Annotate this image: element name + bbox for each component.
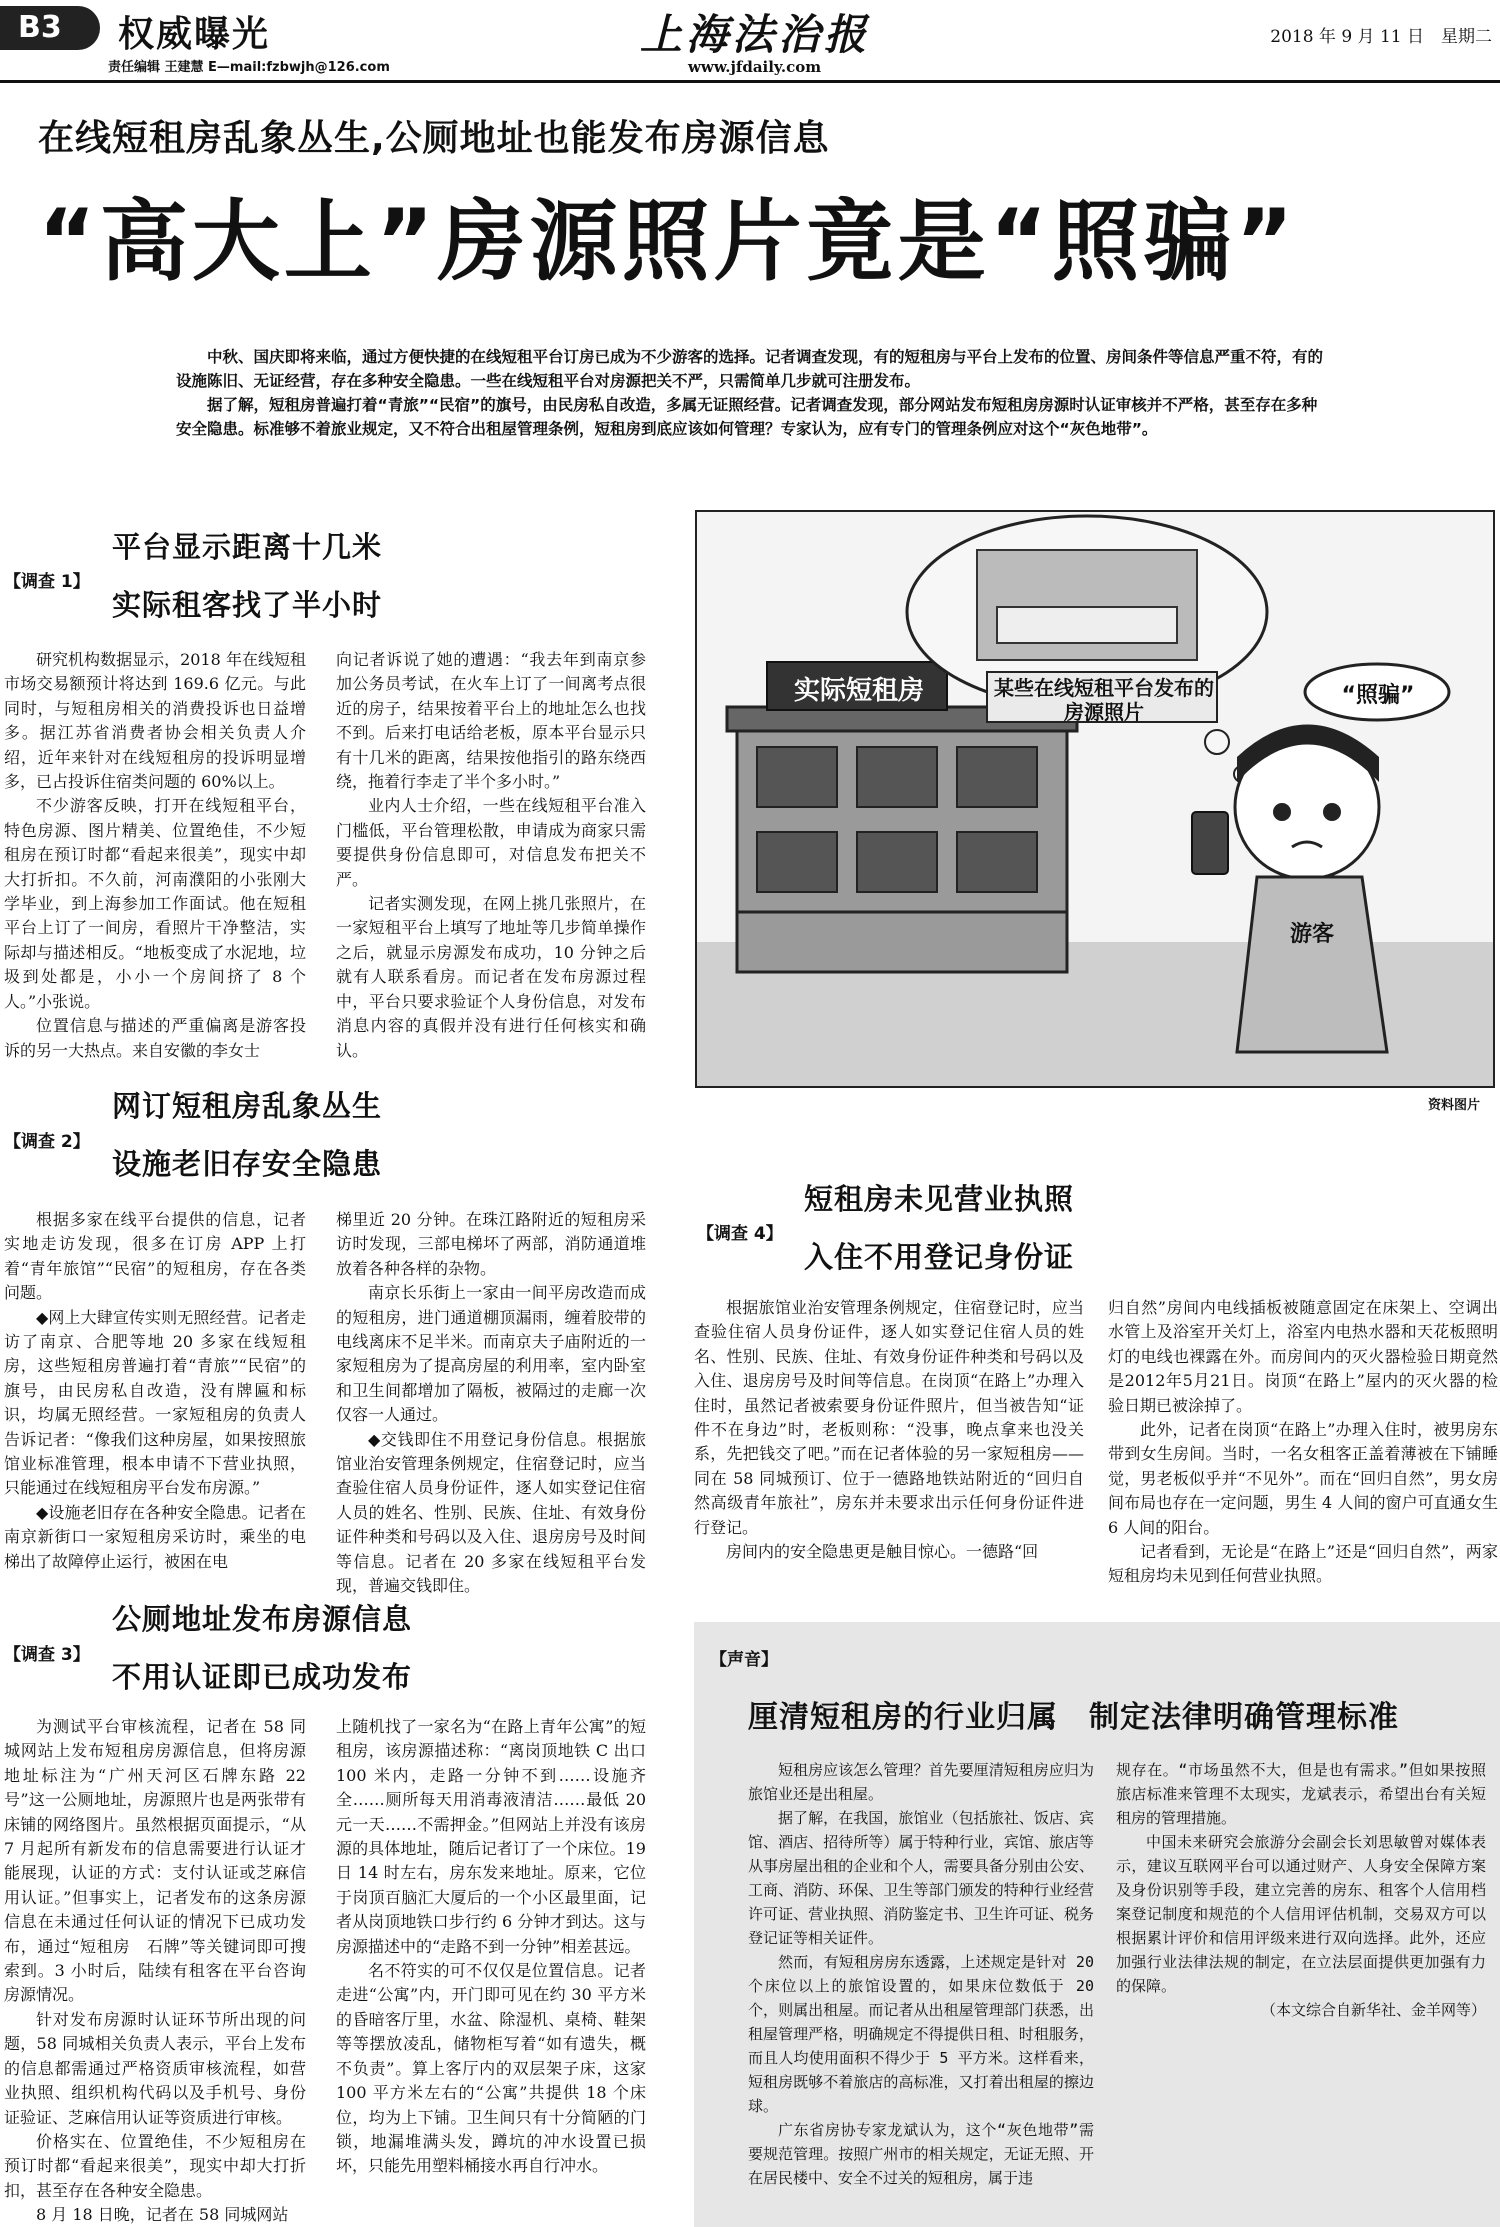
section-2-head-line-1: 网订短租房乱象丛生 [112,1089,383,1123]
site-url: www.jfdaily.com [688,58,822,76]
section-3-column-b [336,1715,646,2227]
paragraph: 记者实测发现，在网上挑几张照片，在一家短租平台上填写了地址等几步简单操作之后，就显示房源发布成功，10 分钟之后就有人联系看房。而记者在发布房源过程中，平台只要求验证个人身份信息，对发布消息内容的真假并没有进行任何核实和确认。 [336,894,646,1060]
paragraph: 梯里近 20 分钟。在珠江路附近的短租房采访时发现，三部电梯坏了两部，消防通道堆放着各种各样的杂物。 [336,1210,646,1278]
article-headline: “高大上”房源照片竟是“照骗” [38,190,1298,293]
paragraph: 上随机找了一家名为“在路上青年公寓”的短租房，该房源描述称：“离岗顶地铁 C 出口 100 米内，走路一分钟不到……设施齐全……厕所每天用消毒液清洁……最低 20 元一天……不需押金。”但网站上并没有该房源的具体地址，随后记者订了一个床位。19 日 14 时左右，房东发来地址。原来，它位于岗顶百脑汇大厦后的一个小区最里面，记者从岗顶地铁口步行约 6 分钟才到达。这与房源描述中的“走路不到一分钟”相差甚远。 [336,1717,646,1956]
paragraph: 8 月 18 日晚，记者在 58 同城网站 [36,2205,289,2225]
paragraph: 为测试平台审核流程，记者在 58 同城网站上发布短租房房源信息，但将房源地址标注为“广州天河区石牌东路 22 号”这一公厕地址，房源照片也是两张带有床铺的网络图片。虽然根据页面提示，“从 7 月起所有新发布的信息需要进行认证才能展现，认证的方式：支付认证或芝麻信用认证。”但事实上，记者发布的这条房源信息在未通过任何认证的情况下已成功发布，通过“短租房 石牌”等关键词即可搜索到。3 小时后，陆续有租客在平台咨询房源情况。 [4,1717,306,2005]
section-2-column-b [336,1208,646,1598]
section-1-tag: 【调查 1】 [4,572,90,592]
article-lead [176,345,1326,441]
bubble-caption: 某些在线短租平台发布的房源照片 [994,676,1214,724]
paragraph: 记者看到，无论是“在路上”还是“回归自然”，两家短租房均未见到任何营业执照。 [1108,1542,1498,1586]
paragraph: 根据旅馆业治安管理条例规定，住宿登记时，应当查验住宿人员身份证件，逐人如实登记住宿人员的姓名、性别、民族、住址、有效身份证件种类和号码以及入住、退房房号及时间等信息。在岗顶“在路上”办理入住时，虽然记者被索要身份证件照片，但当被告知“证件不在身边”时，老板则称：“没事，晚点拿来也没关系，先把钱交了吧。”而在记者体验的另一家短租房——同在 58 同城预订、位于一德路地铁站附近的“回归自然高级青年旅社”，房东并未要求出示任何身份证件进行登记。 [694,1298,1084,1537]
newspaper-logo: 上海法治报 [640,10,871,59]
section-title: 权威曝光 [118,14,271,55]
section-3-tag: 【调查 3】 [4,1645,90,1665]
section-4-head-line-1: 短租房未见营业执照 [804,1182,1075,1216]
section-4-column-b [1108,1296,1498,1610]
paragraph: 然而，有短租房房东透露，上述规定是针对 20 个床位以上的旅馆设置的，如果床位数低于 20 个，则属出租屋。而记者从出租屋管理部门获悉，出租屋管理严格，明确规定不得提供日租、时租服务，而且人均使用面积不得少于 5 平方米。这样看来，短租房既够不着旅店的高标准，又打着出租屋的擦边球。 [748,1953,1094,2115]
section-1-column-a [4,648,306,1064]
paragraph: 据了解，在我国，旅馆业（包括旅社、饭店、宾馆、酒店、招待所等）属于特种行业，宾馆、旅店等从事房屋出租的企业和个人，需要具备分别由公安、工商、消防、环保、卫生等部门颁发的特种行业经营许可证、营业执照、消防鉴定书、卫生许可证、税务登记证等相关证件。 [748,1809,1094,1947]
paragraph: 广东省房协专家龙斌认为，这个“灰色地带”需要规范管理。按照广州市的相关规定，无证无照、开在居民楼中、安全不过关的短租房，属于违 [748,2121,1094,2187]
source-note: （本文综合自新华社、金羊网等） [1260,2001,1486,2019]
paragraph: ◆网上大肆宣传实则无照经营。记者走访了南京、合肥等地 20 多家在线短租房，这些短租房普遍打着“青旅”“民宿”的旗号，由民房私自改造，没有牌匾和标识，均属无照经营。一家短租房的负责人告诉记者：“像我们这种房屋，如果按照旅馆业标准管理，根本申请不下营业执照，只能通过在线短租房平台发布房源。” [4,1307,306,1498]
commentary-column-a [748,1758,1094,2220]
cartoon-illustration [695,510,1495,1088]
speech-bubble-text: “照骗” [1341,683,1415,708]
commentary-headline: 厘清短租房的行业归属 制定法律明确管理标准 [748,1700,1399,1735]
section-2-head-line-2: 设施老旧存安全隐患 [112,1147,383,1181]
phone-icon [1192,812,1228,874]
commentary-tag: 【声音】 [710,1650,778,1670]
section-2-column-a [4,1208,306,1598]
section-3-column-a [4,1715,306,2227]
section-4-column-a [694,1296,1084,1610]
editor-credit: 责任编辑 王建慧 E—mail:fzbwjh@126.com [108,60,390,75]
commentary-column-b [1116,1758,1486,2220]
paragraph: 向记者诉说了她的遭遇：“我去年到南京参加公务员考试，在火车上订了一间离考点很近的房子，结果按着平台上的地址怎么也找不到。后来打电话给老板，原本平台显示只有十几米的距离，结果按他指引的路东绕西绕，拖着行李走了半个多小时。” [336,650,646,792]
paragraph: ◆交钱即住不用登记身份信息。根据旅馆业治安管理条例规定，住宿登记时，应当查验住宿人员身份证件，逐人如实登记住宿人员的姓名、性别、民族、住址、有效身份证件种类和号码以及入住、退房房号及时间等信息。记者在 20 多家在线短租平台发现，普遍交钱即住。 [336,1429,646,1596]
section-4-head-line-2: 入住不用登记身份证 [804,1240,1075,1274]
image-credit: 资料图片 [1428,1098,1481,1113]
masthead-rule [0,80,1500,83]
paragraph: ◆设施老旧存在各种安全隐患。记者在南京新街口一家短租房采访时，乘坐的电梯出了故障停止运行，被困在电 [4,1502,306,1571]
lead-paragraph: 据了解，短租房普遍打着“青旅”“民宿”的旗号，由民房私自改造，多属无证照经营。记者调查发现，部分网站发布短租房房源时认证审核并不严格，甚至存在多种安全隐患。标准够不着旅业规定，又不符合出租屋管理条例，短租房到底应该如何管理？专家认为，应有专门的管理条例应对这个“灰色地带”。 [176,396,1318,438]
shirt-label: 游客 [1289,922,1334,947]
section-4-tag: 【调查 4】 [697,1224,783,1244]
lead-paragraph: 中秋、国庆即将来临，通过方便快捷的在线短租平台订房已成为不少游客的选择。记者调查发现，有的短租房与平台上发布的位置、房间条件等信息严重不符，有的设施陈旧、无证经营，存在多种安全隐患。一些在线短租平台对房源把关不严，只需简单几步就可注册发布。 [176,348,1324,390]
section-1-column-b [336,648,646,1064]
paragraph: 规存在。“市场虽然不大，但是也有需求。”但如果按照旅店标准来管理不太现实，龙斌表示，希望出台有关短租房的管理措施。 [1116,1761,1486,1827]
paragraph: 不少游客反映，打开在线短租平台，特色房源、图片精美、位置绝佳，不少短租房在预订时都“看起来很美”，现实中却大打折扣。不久前，河南濮阳的小张刚大学毕业，到上海参加工作面试。他在短租平台上订了一间房，看照片干净整洁，实际却与描述相反。“地板变成了水泥地，垃圾到处都是，小小一个房间挤了 8 个人。”小张说。 [4,796,306,1011]
building-sign: 实际短租房 [793,676,924,706]
paragraph: 根据多家在线平台提供的信息，记者实地走访发现，很多在订房 APP 上打着“青年旅馆”“民宿”的短租房，存在各类问题。 [4,1210,306,1303]
paragraph: 房间内的安全隐患更是触目惊心。一德路“回 [726,1542,1039,1562]
paragraph: 短租房应该怎么管理？首先要厘清短租房应归为旅馆业还是出租屋。 [748,1761,1094,1803]
paragraph: 南京长乐街上一家由一间平房改造而成的短租房，进门通道棚顶漏雨，缠着胶带的电线离床不足半米。而南京夫子庙附近的一家短租房为了提高房屋的利用率，室内卧室和卫生间都增加了隔板，被隔过的走廊一次仅容一人通过。 [336,1283,646,1425]
paragraph: 归自然”房间内电线插板被随意固定在床架上、空调出水管上及浴室开关灯上，浴室内电热水器和天花板照明灯的电线也裸露在外。而房间内的灭火器检验日期竟然是2012年5月21日。岗顶“在路上”屋内的灭火器的检验日期已被涂掉了。 [1108,1298,1498,1415]
paragraph: 中国未来研究会旅游分会副会长刘思敏曾对媒体表示，建议互联网平台可以通过财产、人身安全保障方案及身份识别等手段，建立完善的房东、租客个人信用档案登记制度和规范的个人信用评估机制，交易双方可以根据累计评价和信用评级来进行双向选择。此外，还应加强行业法律法规的制定，在立法层面提供更加强有力的保障。 [1116,1833,1486,1995]
paragraph: 研究机构数据显示，2018 年在线短租市场交易额预计将达到 169.6 亿元。与此同时，与短租房相关的消费投诉也日益增多。据江苏省消费者协会相关负责人介绍，近年来针对在线短租房的投诉明显增多，已占投诉住宿类问题的 60%以上。 [4,650,306,792]
paragraph: 此外，记者在岗顶“在路上”办理入住时，被男房东带到女生房间。当时，一名女租客正盖着薄被在下铺睡觉，男老板似乎并“不见外”。而在“回归自然”，男女房间布局也存在一定问题，男生 4 人间的窗户可直通女生 6 人间的阳台。 [1108,1420,1498,1537]
paragraph: 业内人士介绍，一些在线短租平台准入门槛低，平台管理松散，申请成为商家只需要提供身份信息即可，对信息发布把关不严。 [336,796,646,889]
section-2-tag: 【调查 2】 [4,1132,90,1152]
paragraph: 针对发布房源时认证环节所出现的问题，58 同城相关负责人表示，平台上发布的信息都需通过严格资质审核流程，如营业执照、组织机构代码以及手机号、身份证验证、芝麻信用认证等资质进行审核。 [4,2009,306,2127]
issue-date: 2018 年 9 月 11 日 星期二 [1270,27,1492,47]
paragraph: 位置信息与描述的严重偏离是游客投诉的另一大热点。来自安徽的李女士 [4,1016,306,1060]
section-3-head-line-1: 公厕地址发布房源信息 [112,1602,413,1636]
paragraph: 名不符实的可不仅仅是位置信息。记者走进“公寓”内，开门即可见在约 30 平方米的昏暗客厅里，水盆、除湿机、桌椅、鞋架等等摆放凌乱，储物柜写着“如有遗失，概不负责”。算上客厅内的双层架子床，这家 100 平方米左右的“公寓”共提供 18 个床位，均为上下铺。卫生间只有十分简陋的门锁，地漏堆满头发，蹲坑的冲水设置已损坏，只能先用塑料桶接水再自行冲水。 [336,1961,646,2176]
section-1-head-line-2: 实际租客找了半小时 [112,588,383,622]
article-kicker: 在线短租房乱象丛生,公厕地址也能发布房源信息 [38,118,830,159]
paragraph: 价格实在、位置绝佳，不少短租房在预订时都“看起来很美”，现实中却大打折扣，甚至存在各种安全隐患。 [4,2131,306,2200]
section-1-head-line-1: 平台显示距离十几米 [112,530,383,564]
page-number-badge: B3 [0,6,100,50]
cartoon-drawing [697,512,1493,1086]
section-3-head-line-2: 不用认证即已成功发布 [112,1660,413,1694]
